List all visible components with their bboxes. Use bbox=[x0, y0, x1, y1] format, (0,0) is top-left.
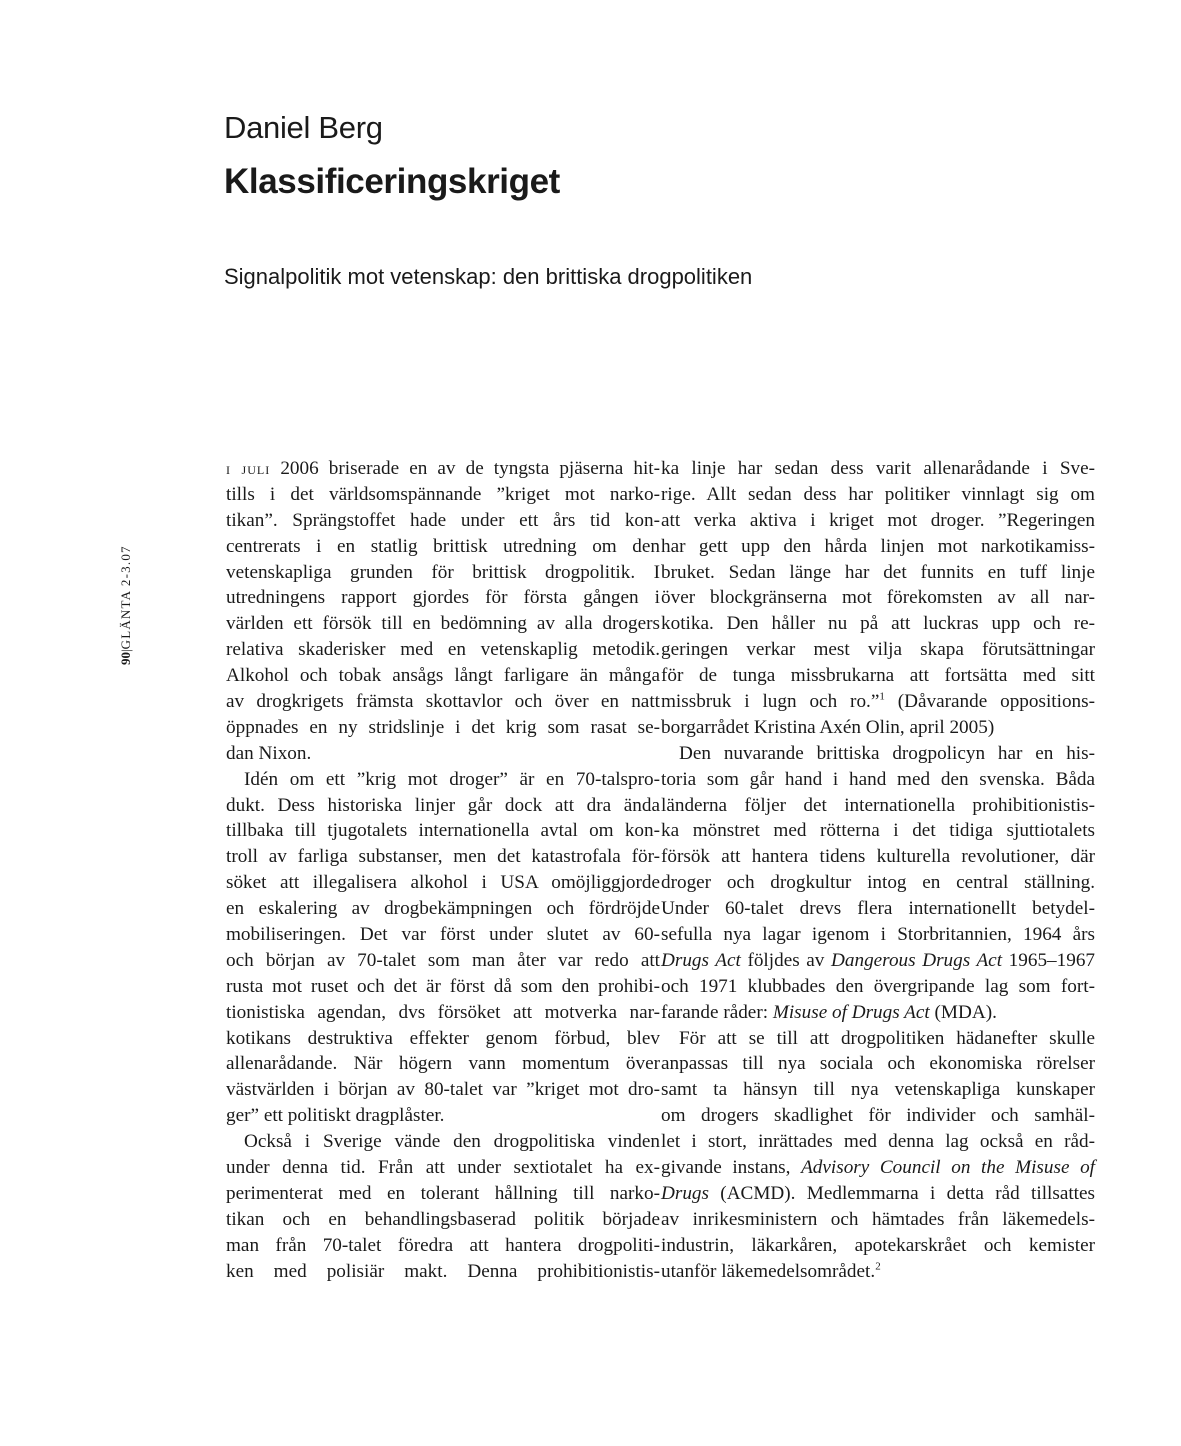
text-line: industrin, läkarkåren, apotekarskrået och kemister bbox=[661, 1234, 1095, 1256]
footnote-marker[interactable]: 2 bbox=[875, 1260, 881, 1273]
text-fragment: 1965–1967 bbox=[1002, 949, 1096, 971]
text-line: ka mönstret med rötterna i det tidiga sjuttiotalets bbox=[661, 820, 1095, 842]
text-line: under denna tid. Från att under sextiotalet ha ex- bbox=[226, 1157, 660, 1179]
text-line: mobiliseringen. Det var först under slutet av 60- bbox=[226, 924, 660, 946]
text-line: världen ett försök till en bedömning av alla drogers bbox=[226, 613, 660, 635]
text-fragment: 2006 briserade en av de tyngsta pjäserna hit- bbox=[270, 458, 660, 479]
page-folio bbox=[118, 515, 138, 665]
text-line: dan Nixon. bbox=[226, 742, 312, 764]
text-line: kotika. Den håller nu på att luckras upp och re- bbox=[661, 613, 1095, 635]
text-line: ger” ett politiskt dragplåster. bbox=[226, 1105, 445, 1127]
text-line: Alkohol och tobak ansågs långt farligare än många bbox=[226, 665, 660, 687]
text-line: rige. Allt sedan dess har politiker vinnlagt sig om bbox=[661, 483, 1095, 505]
text-line: Också i Sverige vände den drogpolitiska vinden bbox=[244, 1131, 660, 1153]
text-line: tionistiska agendan, dvs försöket att motverka nar- bbox=[226, 1001, 660, 1023]
text-fragment: farande råder: bbox=[661, 1001, 773, 1023]
page-number: 90 bbox=[118, 652, 133, 665]
text-line: man från 70-talet föredra att hantera drogpoliti- bbox=[226, 1234, 660, 1256]
text-line: om drogers skadlighet för individer och samhäl- bbox=[661, 1105, 1095, 1127]
text-line: tikan och en behandlingsbaserad politik började bbox=[226, 1208, 660, 1230]
text-line: och 1971 klubbades den övergripande lag som fort- bbox=[661, 975, 1095, 997]
body-column-left bbox=[226, 456, 660, 1285]
text-line: över blockgränserna mot förekomsten av all nar- bbox=[661, 587, 1095, 609]
text-line: troll av farliga substanser, men det katastrofala för- bbox=[226, 846, 660, 868]
text-fragment: givande instans, bbox=[661, 1157, 802, 1179]
text-line: har gett upp den hårda linjen mot narkotikamiss- bbox=[661, 535, 1095, 557]
text-line: sefulla nya lagar igenom i Storbritannien, 1964 års bbox=[661, 924, 1095, 946]
text-line: droger och drogkultur intog en central ställning. bbox=[661, 872, 1095, 894]
text-line: för de tunga missbrukarna att fortsätta med sitt bbox=[661, 665, 1095, 687]
text-fragment: (Dåvarande oppositions- bbox=[884, 691, 1095, 713]
text-line: geringen verkar mest vilja skapa förutsättningar bbox=[661, 639, 1095, 661]
text-line bbox=[661, 1000, 1095, 1026]
text-line: För att se till att drogpolitiken hädanefter skulle bbox=[679, 1027, 1095, 1049]
footnote-marker[interactable]: 1 bbox=[879, 690, 885, 703]
body-column-right bbox=[661, 456, 1095, 1285]
text-line: försök att hantera tidens kulturella revolutioner, där bbox=[661, 846, 1095, 868]
text-line: Under 60-talet drevs flera internationellt betydel- bbox=[661, 898, 1095, 920]
text-line: öppnades en ny stridslinje i det krig som rasat se- bbox=[226, 716, 660, 738]
italic-title: Dangerous Drugs Act bbox=[831, 949, 1003, 971]
text-line: av inrikesministern och hämtades från läkemedels- bbox=[661, 1208, 1095, 1230]
italic-title: Advisory Council on the Misuse of bbox=[801, 1157, 1095, 1179]
author-name: Daniel Berg bbox=[224, 110, 383, 145]
text-line: Den nuvarande brittiska drogpolicyn har en his- bbox=[679, 742, 1095, 764]
lead-in-small-caps: i juli bbox=[226, 459, 271, 478]
text-line: dukt. Dess historiska linjer går dock att dra ända bbox=[226, 794, 660, 816]
text-line: utredningens rapport gjordes för första gången i bbox=[226, 587, 660, 609]
text-line: toria som går hand i hand med den svenska. Båda bbox=[661, 768, 1095, 790]
text-line: anpassas till nya sociala och ekonomiska rörelser bbox=[661, 1053, 1095, 1075]
text-line: samt ta hänsyn till nya vetenskapliga kunskaper bbox=[661, 1079, 1095, 1101]
text-line: kotikans destruktiva effekter genom förbud, blev bbox=[226, 1027, 660, 1049]
text-line: allenarådande. När högern vann momentum över bbox=[226, 1053, 660, 1075]
text-fragment: missbruk i lugn och ro.” bbox=[661, 691, 880, 713]
folio-separator: | bbox=[118, 649, 133, 652]
text-line: relativa skaderisker med en vetenskaplig metodik. bbox=[226, 639, 660, 661]
text-line: länderna följer det internationella prohibitionistis- bbox=[661, 794, 1095, 816]
text-line: bruket. Sedan länge har det funnits en tuff linje bbox=[661, 561, 1095, 583]
text-line: ka linje har sedan dess varit allenarådande i Sve- bbox=[661, 458, 1095, 479]
article-subtitle: Signalpolitik mot vetenskap: den brittiska drogpolitiken bbox=[224, 264, 753, 289]
text-line bbox=[661, 1259, 1095, 1285]
text-fragment: (ACMD). Medlemmarna i detta råd tillsattes bbox=[708, 1182, 1095, 1204]
text-line bbox=[226, 456, 660, 482]
text-line: Idén om ett ”krig mot droger” är en 70-talspro- bbox=[244, 768, 660, 790]
text-fragment: utanför läkemedelsområdet. bbox=[661, 1260, 876, 1282]
italic-title: Misuse of Drugs Act bbox=[772, 1001, 930, 1023]
text-line: borgarrådet Kristina Axén Olin, april 2005) bbox=[661, 716, 995, 738]
text-line: tillbaka till tjugotalets internationella avtal om kon- bbox=[226, 820, 660, 842]
text-line: let i stort, inrättades med denna lag också en råd- bbox=[661, 1131, 1095, 1153]
text-line: en eskalering av drogbekämpningen och fördröjde bbox=[226, 898, 660, 920]
text-line: och början av 70-talet som man åter var redo att bbox=[226, 949, 660, 971]
italic-title: Drugs Act bbox=[661, 949, 741, 971]
text-line bbox=[661, 689, 1095, 715]
text-line: vetenskapliga grunden för brittisk drogpolitik. I bbox=[226, 561, 660, 583]
text-line: ken med polisiär makt. Denna prohibitionistis- bbox=[226, 1260, 660, 1282]
text-line: av drogkrigets främsta skottavlor och över en natt bbox=[226, 691, 660, 713]
text-fragment: följdes av bbox=[740, 949, 832, 971]
text-line: tikan”. Sprängstoffet hade under ett års tid kon- bbox=[226, 509, 660, 531]
text-line: västvärlden i början av 80-talet var ”kriget mot dro- bbox=[226, 1079, 660, 1101]
text-line bbox=[661, 1181, 1095, 1207]
article-title: Klassificeringskriget bbox=[224, 162, 560, 201]
italic-title: Drugs bbox=[661, 1182, 709, 1204]
text-line: centrerats i en statlig brittisk utredning om den bbox=[226, 535, 660, 557]
text-line: tills i det världsomspännande ”kriget mot narko- bbox=[226, 483, 660, 505]
journal-issue: GLÄNTA 2-3.07 bbox=[118, 545, 133, 650]
text-fragment: (MDA). bbox=[929, 1001, 997, 1023]
text-line: rusta mot ruset och det är först då som den prohibi- bbox=[226, 975, 660, 997]
text-line bbox=[661, 1155, 1095, 1181]
text-line: perimenterat med en tolerant hållning till narko- bbox=[226, 1182, 660, 1204]
text-line bbox=[661, 948, 1095, 974]
text-line: att verka aktiva i kriget mot droger. ”Regeringen bbox=[661, 509, 1095, 531]
text-line: söket att illegalisera alkohol i USA omöjliggjorde bbox=[226, 872, 660, 894]
